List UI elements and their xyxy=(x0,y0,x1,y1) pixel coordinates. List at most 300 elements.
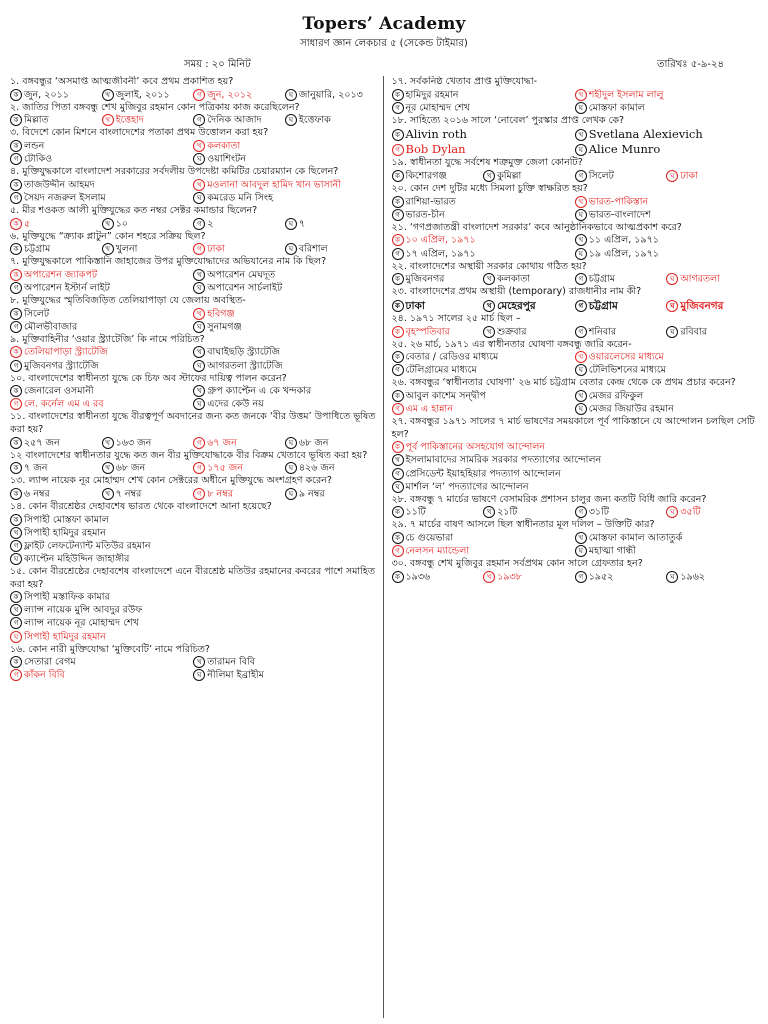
answer-option[interactable] xyxy=(102,437,194,450)
option-list xyxy=(10,114,377,127)
option-text: মৌলভীবাজার xyxy=(24,321,78,333)
answer-option[interactable] xyxy=(392,273,484,286)
answer-option[interactable] xyxy=(285,89,377,102)
answer-option[interactable] xyxy=(392,102,575,115)
answer-option-marked[interactable] xyxy=(193,89,285,102)
option-letter: খ xyxy=(193,179,205,191)
answer-option[interactable] xyxy=(392,481,759,494)
option-letter: খ xyxy=(483,571,495,583)
option-list xyxy=(10,437,377,450)
option-text: শুক্রবার xyxy=(497,326,527,337)
option-letter: ক xyxy=(392,571,404,583)
answer-option-marked[interactable] xyxy=(102,114,194,127)
answer-option[interactable] xyxy=(392,506,484,519)
answer-option-marked[interactable] xyxy=(392,545,575,558)
question-text: ১. বঙ্গবন্ধুর ‘অসমাপ্ত আত্মজীবনী’ কবে প্রথম প্রকাশিত হয়? xyxy=(10,76,234,87)
answer-option[interactable] xyxy=(10,360,193,373)
option-text: ল্যান্স নায়েক মুন্সি আবদুর রউফ xyxy=(24,604,143,616)
answer-option-marked[interactable] xyxy=(10,218,102,231)
option-text: মওলানা আবদুল হামিদ খান ভাসানী xyxy=(207,179,341,191)
answer-option-marked[interactable] xyxy=(392,441,759,454)
option-list xyxy=(392,170,759,183)
answer-option[interactable] xyxy=(575,142,758,157)
answer-option[interactable] xyxy=(193,346,376,359)
answer-option[interactable] xyxy=(575,532,758,545)
answer-option[interactable] xyxy=(575,248,758,261)
question-25 xyxy=(392,339,759,378)
answer-option-marked[interactable] xyxy=(392,403,575,416)
option-list xyxy=(10,385,377,411)
answer-option[interactable] xyxy=(10,321,193,334)
option-letter: খ xyxy=(193,308,205,320)
option-letter: ঘ xyxy=(285,218,297,230)
option-letter: খ xyxy=(575,234,587,246)
option-text: অপারেশন জ্যাকপট xyxy=(24,269,98,281)
answer-option[interactable] xyxy=(575,102,758,115)
option-letter: গ xyxy=(193,462,205,474)
option-letter: গ xyxy=(575,170,587,182)
option-text: Bob Dylan xyxy=(405,142,466,157)
option-text: ১৯৫২ xyxy=(588,571,614,583)
answer-option-marked[interactable] xyxy=(666,273,758,286)
option-text: ১৯৩৮ xyxy=(497,571,522,583)
answer-option[interactable] xyxy=(10,488,102,501)
answer-option[interactable] xyxy=(483,170,575,183)
answer-option[interactable] xyxy=(10,89,102,102)
question-22 xyxy=(392,261,759,287)
answer-option[interactable] xyxy=(10,308,193,321)
option-text: Alice Munro xyxy=(588,142,661,157)
option-text: মেজর রফিকুল xyxy=(588,390,644,402)
answer-option[interactable] xyxy=(392,351,575,364)
answer-option[interactable] xyxy=(193,218,285,231)
answer-option-marked[interactable] xyxy=(392,142,575,157)
option-letter: ঘ xyxy=(575,209,587,221)
option-list xyxy=(10,89,377,102)
option-letter: গ xyxy=(193,114,205,126)
answer-option[interactable] xyxy=(10,179,193,192)
answer-option[interactable] xyxy=(102,462,194,475)
option-letter: ঘ xyxy=(10,631,22,643)
option-letter: গ xyxy=(392,209,404,221)
option-letter: খ xyxy=(575,89,587,101)
answer-option[interactable] xyxy=(102,218,194,231)
answer-option[interactable] xyxy=(483,326,575,339)
answer-option[interactable] xyxy=(285,437,377,450)
option-text: ল্যান্স নায়েক নূর মোহাম্মদ শেখ xyxy=(24,617,139,629)
option-letter: ঘ xyxy=(575,403,587,415)
option-text: টেলিগ্রামের মাধ্যমে xyxy=(405,364,477,376)
answer-option-marked[interactable] xyxy=(193,488,285,501)
answer-option[interactable] xyxy=(10,604,377,617)
option-letter: গ xyxy=(10,540,22,552)
option-text: ৭ xyxy=(298,218,306,230)
option-letter: গ xyxy=(392,102,404,114)
option-letter: ক xyxy=(392,89,404,101)
question-16 xyxy=(10,644,377,683)
option-list xyxy=(392,506,759,519)
option-letter: ঘ xyxy=(285,114,297,126)
answer-option[interactable] xyxy=(392,468,759,481)
option-letter: খ xyxy=(483,273,495,285)
answer-option[interactable] xyxy=(575,299,667,313)
answer-option[interactable] xyxy=(10,591,377,604)
answer-option[interactable] xyxy=(10,527,377,540)
answer-option[interactable] xyxy=(193,321,376,334)
option-letter: ক xyxy=(392,351,404,363)
option-letter: ঘ xyxy=(575,102,587,114)
answer-option[interactable] xyxy=(10,553,377,566)
answer-option[interactable] xyxy=(575,209,758,222)
question-text: ২৭. বঙ্গবন্ধুর ১৯৭১ সালের ৭ মার্চ ভাষণের সময়কালে পূর্ব পাকিস্তানে যে আন্দোলন চলছিল সেটি হল? xyxy=(391,416,755,440)
option-text: রবিবার xyxy=(680,326,707,337)
answer-option[interactable] xyxy=(10,153,193,166)
answer-option[interactable] xyxy=(193,282,376,295)
answer-option-marked[interactable] xyxy=(666,170,758,183)
answer-option-marked[interactable] xyxy=(575,89,758,102)
answer-option[interactable] xyxy=(10,462,102,475)
option-letter: খ xyxy=(483,300,495,312)
option-text: লে. কর্নেল এম এ রব xyxy=(24,398,104,410)
option-text: ভারত-চীন xyxy=(405,209,445,221)
answer-option-marked[interactable] xyxy=(10,398,193,411)
option-letter: খ xyxy=(102,89,114,101)
option-letter: ক xyxy=(10,591,22,603)
answer-option-marked[interactable] xyxy=(10,346,193,359)
option-letter: ক xyxy=(10,656,22,668)
option-letter: গ xyxy=(575,571,587,583)
answer-option-marked[interactable] xyxy=(193,437,285,450)
answer-option-marked[interactable] xyxy=(575,351,758,364)
option-letter: খ xyxy=(575,129,587,141)
question-text: ১১. বাংলাদেশের স্বাধীনতা যুদ্ধে বীরত্বপূর্ণ অবদানের জন্য কত জনকে ‘বীর উত্তম’ উপাধিতে ভূষিত করা হয়? xyxy=(10,411,376,436)
answer-option-marked[interactable] xyxy=(666,299,758,313)
answer-option[interactable] xyxy=(392,532,575,545)
answer-option[interactable] xyxy=(392,299,484,313)
answer-option[interactable] xyxy=(10,437,102,450)
answer-option-marked[interactable] xyxy=(10,631,377,644)
option-text: ১৬৩ জন xyxy=(115,437,152,449)
answer-option[interactable] xyxy=(193,153,376,166)
option-text: Alivin roth xyxy=(405,127,467,142)
question-columns xyxy=(10,76,758,1018)
question-19 xyxy=(392,157,759,183)
answer-option[interactable] xyxy=(392,170,484,183)
answer-option[interactable] xyxy=(483,273,575,286)
option-letter: ক xyxy=(10,140,22,152)
option-letter: গ xyxy=(10,669,22,681)
question-26 xyxy=(392,377,759,416)
option-text: ৭ নম্বর xyxy=(115,488,142,500)
option-letter: গ xyxy=(10,398,22,410)
question-text: ৬. মুক্তিযুদ্ধে “ক্র্যাক প্লাটুন” কোন শহরে সক্রিয় ছিল? xyxy=(10,230,206,242)
answer-option[interactable] xyxy=(483,299,575,313)
answer-option[interactable] xyxy=(392,571,484,584)
answer-option-marked[interactable] xyxy=(575,196,758,209)
option-letter: ঘ xyxy=(666,300,678,312)
option-text: বৃহস্পতিবার xyxy=(405,326,450,337)
answer-option[interactable] xyxy=(285,488,377,501)
answer-option[interactable] xyxy=(193,398,376,411)
option-text: চট্টগ্রাম xyxy=(588,299,618,312)
question-text: ২২. বাংলাদেশের অস্থায়ী সরকার কোথায় গঠিত হয়? xyxy=(391,260,587,272)
option-text: কিশোরগঞ্জ xyxy=(405,170,447,182)
option-letter: ঘ xyxy=(575,545,587,557)
option-letter: ঘ xyxy=(575,364,587,376)
option-list xyxy=(10,218,377,231)
option-text: ৬৮ জন xyxy=(115,462,146,474)
option-text: ১০ এপ্রিল, ১৯৭১ xyxy=(405,234,476,246)
answer-option[interactable] xyxy=(102,89,194,102)
option-text: ৫ xyxy=(24,218,31,230)
option-text: কলকাতা xyxy=(207,140,241,152)
answer-option[interactable] xyxy=(10,540,377,553)
option-letter: ঘ xyxy=(10,553,22,565)
option-text: জেনারেল ওসমানী xyxy=(24,385,94,397)
option-text: তারামন বিবি xyxy=(207,656,256,668)
answer-option[interactable] xyxy=(10,385,193,398)
answer-option[interactable] xyxy=(10,514,377,527)
question-8 xyxy=(10,295,377,334)
option-text: নেলসন ম্যান্ডেলা xyxy=(405,545,470,557)
option-text: ৩৫টি xyxy=(680,506,701,518)
answer-option[interactable] xyxy=(193,360,376,373)
answer-option[interactable] xyxy=(193,669,376,682)
option-text: ১৭ এপ্রিল, ১৯৭১ xyxy=(405,248,476,260)
option-letter: খ xyxy=(102,114,114,126)
option-letter: গ xyxy=(10,360,22,372)
question-text: ১২ বাংলাদেশের স্বাধীনতার যুদ্ধে কত জন বীর মুক্তিযোদ্ধাকে বীর বিক্রম খেতাবে ভূষিত করা হয়? xyxy=(10,449,368,461)
option-text: নীলিমা ইব্রাহীম xyxy=(207,669,264,681)
answer-option-marked[interactable] xyxy=(483,571,575,584)
answer-option-marked[interactable] xyxy=(666,506,758,519)
option-text: ইত্তেফাক xyxy=(298,114,331,126)
option-text: হামিদুর রহমান xyxy=(405,89,459,101)
answer-option-marked[interactable] xyxy=(10,669,193,682)
option-text: রাশিয়া-ভারত xyxy=(405,196,456,208)
option-text: সিলেট xyxy=(588,170,614,182)
question-text: ১৮. সাহিত্যে ২০১৬ সালে ‘নোবেল’ পুরস্কার প্রাপ্ত লেখক কে? xyxy=(391,114,625,126)
answer-option[interactable] xyxy=(392,89,575,102)
option-text: দৈনিক আজাদ xyxy=(207,114,262,126)
option-list xyxy=(392,127,759,157)
question-text: ২৪. ১৯৭১ সালের ২৫ মার্চ ছিল – xyxy=(391,312,521,324)
option-letter: ক xyxy=(10,462,22,474)
option-text: মিল্লাত xyxy=(24,114,49,126)
answer-option[interactable] xyxy=(575,364,758,377)
option-letter: গ xyxy=(392,403,404,415)
option-text: ৮ নম্বর xyxy=(207,488,233,500)
answer-option[interactable] xyxy=(193,656,376,669)
option-list xyxy=(392,273,759,286)
option-text: ৩১টি xyxy=(588,506,609,518)
answer-option[interactable] xyxy=(193,114,285,127)
question-9 xyxy=(10,334,377,373)
question-text: ২৮. বঙ্গবন্ধু ৭ মার্চের ভাষণে বেসামরিক প্রশাসন চালুর জন্য কতটি বিধি জারি করেন? xyxy=(391,493,707,505)
option-text: জুন, ২০১১ xyxy=(24,89,69,101)
answer-option[interactable] xyxy=(392,454,759,467)
answer-option[interactable] xyxy=(666,571,758,584)
option-letter: গ xyxy=(10,192,22,204)
answer-option[interactable] xyxy=(575,390,758,403)
question-text: ১৭. সর্বকনিষ্ঠ খেতাব প্রাপ্ত মুক্তিযোদ্ধা- xyxy=(391,76,538,87)
answer-option-marked[interactable] xyxy=(10,269,193,282)
option-text: ৭ জন xyxy=(24,462,48,474)
answer-option[interactable] xyxy=(193,385,376,398)
answer-option[interactable] xyxy=(575,326,667,339)
option-text: ভারত-পাকিস্তান xyxy=(588,196,649,208)
question-14 xyxy=(10,501,377,566)
option-letter: ক xyxy=(392,300,404,312)
answer-option[interactable] xyxy=(392,127,575,142)
option-text: সুনামগঞ্জ xyxy=(207,321,242,333)
option-text: সৈয়দ নজরুল ইসলাম xyxy=(24,192,106,204)
option-list xyxy=(392,326,759,339)
option-letter: ক xyxy=(10,243,22,255)
option-letter: ক xyxy=(392,532,404,544)
option-letter: ঘ xyxy=(392,481,404,493)
option-letter: খ xyxy=(10,527,22,539)
option-text: অপারেশন ইস্টার্ন লাইট xyxy=(24,282,110,294)
answer-option[interactable] xyxy=(10,617,377,630)
answer-option-marked[interactable] xyxy=(392,234,575,247)
option-list xyxy=(392,532,759,558)
option-text: মোস্তফা কামাল xyxy=(588,102,645,114)
answer-option[interactable] xyxy=(285,462,377,475)
option-letter: ঘ xyxy=(193,321,205,333)
option-text: ৯ নম্বর xyxy=(298,488,325,500)
question-text: ২৬. বঙ্গবন্ধুর ‘স্বাধীনতার ঘোষণা’ ২৬ মার্চ চট্টগ্রাম বেতার কেন্দ্র থেকে কে প্রথম প্রচার করেন? xyxy=(391,377,736,389)
answer-option[interactable] xyxy=(102,488,194,501)
answer-option[interactable] xyxy=(10,243,102,256)
option-text: ৬৭ জন xyxy=(207,437,237,449)
option-text: ওয়াশিংটন xyxy=(207,153,246,165)
answer-option-marked[interactable] xyxy=(193,243,285,256)
question-text: ১০. বাংলাদেশের স্বাধীনতা যুদ্ধে কে চিফ অব স্টাফের দায়িত্ব পালন করেন? xyxy=(10,372,287,384)
answer-option[interactable] xyxy=(483,506,575,519)
option-list xyxy=(392,234,759,260)
answer-option[interactable] xyxy=(575,545,758,558)
option-letter: ক xyxy=(392,326,404,338)
option-letter: খ xyxy=(575,351,587,363)
option-letter: খ xyxy=(102,437,114,449)
option-text: চট্টগ্রাম xyxy=(24,243,51,255)
option-text: ঢাকা xyxy=(207,243,225,255)
answer-option-marked[interactable] xyxy=(193,308,376,321)
option-text: প্রেসিডেন্ট ইয়াহহিয়ার পদত্যাগ আন্দোলন xyxy=(405,468,561,480)
option-text: মেহেরপুর xyxy=(497,299,536,312)
answer-option[interactable] xyxy=(10,140,193,153)
option-text: সিলেট xyxy=(24,308,50,320)
option-text: ১১ এপ্রিল, ১৯৭১ xyxy=(588,234,659,246)
answer-option[interactable] xyxy=(392,364,575,377)
question-2 xyxy=(10,102,377,128)
answer-option[interactable] xyxy=(285,243,377,256)
answer-option[interactable] xyxy=(392,390,575,403)
option-letter: গ xyxy=(575,326,587,338)
option-letter: গ xyxy=(392,144,404,156)
question-30 xyxy=(392,558,759,584)
question-23 xyxy=(392,286,759,313)
question-11 xyxy=(10,411,377,449)
answer-option[interactable] xyxy=(575,273,667,286)
option-text: মোস্তফা কামাল আতাতুর্ক xyxy=(588,532,683,544)
answer-option[interactable] xyxy=(575,170,667,183)
answer-option[interactable] xyxy=(10,282,193,295)
answer-option[interactable] xyxy=(575,127,758,142)
answer-option[interactable] xyxy=(392,248,575,261)
answer-option[interactable] xyxy=(392,196,575,209)
answer-option[interactable] xyxy=(575,234,758,247)
option-text: ২ xyxy=(207,218,214,230)
answer-option[interactable] xyxy=(285,218,377,231)
answer-option-marked[interactable] xyxy=(392,326,484,339)
option-text: ২১টি xyxy=(497,506,518,518)
option-letter: গ xyxy=(10,617,22,629)
option-letter: ক xyxy=(392,129,404,141)
answer-option-marked[interactable] xyxy=(193,140,376,153)
option-letter: ক xyxy=(10,346,22,358)
answer-option[interactable] xyxy=(575,571,667,584)
option-list xyxy=(392,351,759,377)
option-text: মহাত্মা গান্ধী xyxy=(588,545,636,557)
option-letter: খ xyxy=(10,604,22,616)
option-list xyxy=(10,488,377,501)
answer-option[interactable] xyxy=(392,209,575,222)
option-letter: ক xyxy=(10,488,22,500)
option-letter: ঘ xyxy=(193,669,205,681)
option-letter: ঘ xyxy=(666,170,678,182)
option-letter: খ xyxy=(102,243,114,255)
lecture-subtitle: সাধারণ জ্ঞান লেকচার ৫ (সেকেন্ড টাইমার) xyxy=(300,38,468,49)
option-text: হবিগঞ্জ xyxy=(207,308,235,320)
answer-option[interactable] xyxy=(10,114,102,127)
question-29 xyxy=(392,519,759,558)
answer-option[interactable] xyxy=(193,192,376,205)
answer-option[interactable] xyxy=(575,506,667,519)
option-letter: খ xyxy=(575,532,587,544)
left-column xyxy=(10,76,383,1018)
option-letter: ঘ xyxy=(285,89,297,101)
answer-option[interactable] xyxy=(285,114,377,127)
answer-option[interactable] xyxy=(666,326,758,339)
question-7 xyxy=(10,256,377,295)
answer-option[interactable] xyxy=(102,243,194,256)
option-letter: ক xyxy=(10,385,22,397)
question-text: ১৫. কোন বীরশ্রেষ্ঠের দেহাবশেষ বাংলাদেশে এনে বীরশ্রেষ্ঠ মতিউর রহমানের কবরের পাশে সমাহিত করা হয়? xyxy=(10,566,375,590)
answer-option[interactable] xyxy=(575,403,758,416)
answer-option[interactable] xyxy=(10,192,193,205)
answer-option[interactable] xyxy=(10,656,193,669)
question-10 xyxy=(10,373,377,412)
option-list xyxy=(392,196,759,222)
answer-option[interactable] xyxy=(193,269,376,282)
option-letter: গ xyxy=(193,437,205,449)
option-list xyxy=(392,299,759,313)
answer-option-marked[interactable] xyxy=(193,462,285,475)
answer-option-marked[interactable] xyxy=(193,179,376,192)
exam-time: সময় : ২০ মিনিট xyxy=(184,59,251,70)
option-text: কাঁকন বিবি xyxy=(24,669,65,681)
option-list xyxy=(392,390,759,416)
option-text: লন্ডন xyxy=(24,140,45,152)
option-letter: ঘ xyxy=(285,437,297,449)
option-text: সিপাহী হামিদুর রহমান xyxy=(24,631,106,643)
question-text: ২৫. ২৬ মার্চ, ১৯৭১ এর স্বাধীনতার ঘোষণা বঙ্গবন্ধু জারি করেন- xyxy=(391,338,632,350)
option-list xyxy=(10,591,377,643)
option-text: ঢাকা xyxy=(405,299,425,312)
option-list xyxy=(10,346,377,372)
